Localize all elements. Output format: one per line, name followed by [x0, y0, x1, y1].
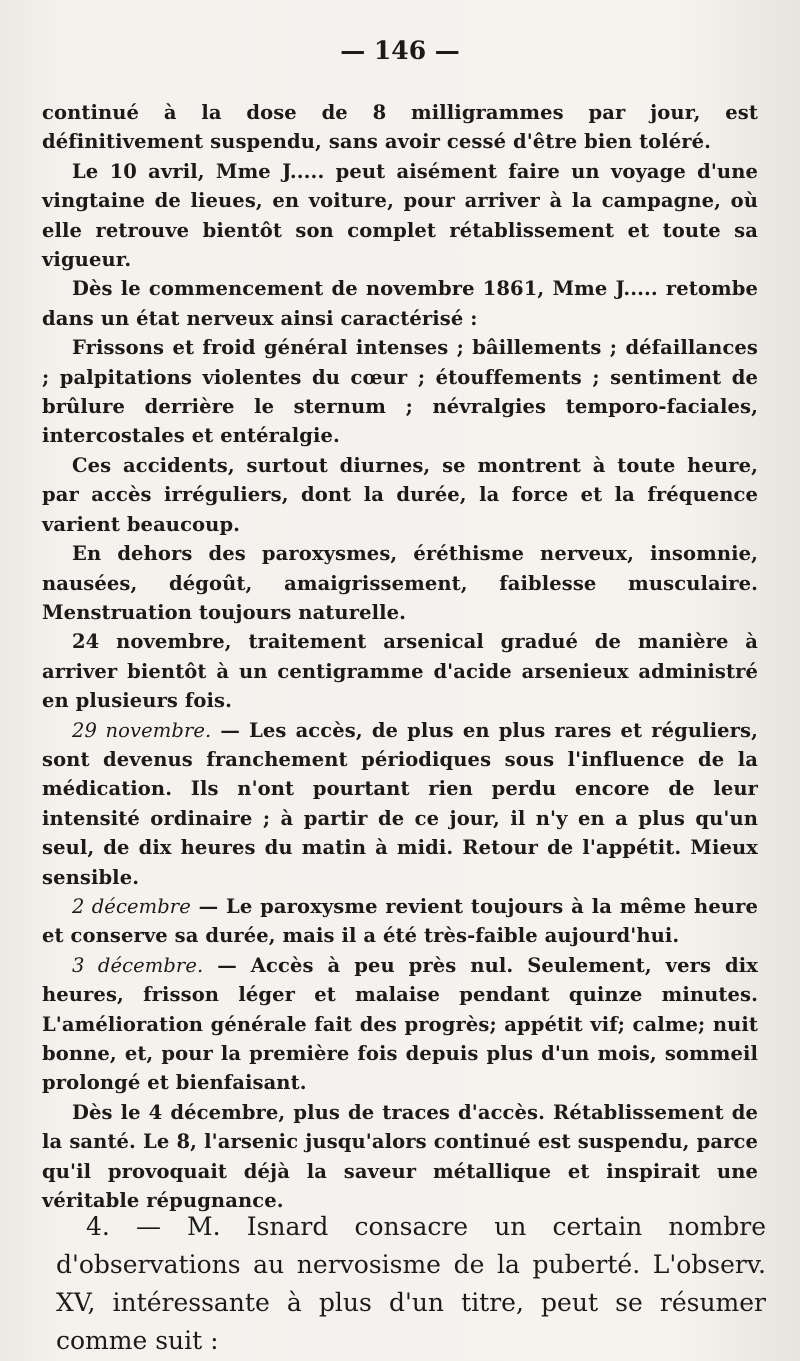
- dated-paragraph: [42, 716, 758, 892]
- paragraph: 24 novembre, traitement arsenical gradué de manière à arriver bientôt à un centigramme d'acide arsenieux administré en plusieurs fois.: [42, 630, 758, 713]
- body-text: [42, 98, 758, 1215]
- entry-text: — Les accès, de plus en plus rares et réguliers, sont devenus franchement périodiques sous l'influence de la médication. Ils n'ont pourtant rien perdu encore de leur intensité ordinaire ; à partir de ce jour, il n'y en a plus qu'un seul, de dix heures du matin à midi. Retour de l'appétit. Mieux sensible.: [42, 718, 758, 889]
- paragraph: Dès le commencement de novembre 1861, Mme J..... retombe dans un état nerveux ainsi caractérisé :: [42, 277, 758, 330]
- dated-paragraph: [42, 892, 758, 951]
- entry-text: — Le paroxysme revient toujours à la même heure et conserve sa durée, mais il a été très-faible aujourd'hui.: [42, 894, 758, 948]
- entry-date: 3 décembre.: [72, 953, 204, 977]
- entry-text: — Accès à peu près nul. Seulement, vers dix heures, frisson léger et malaise pendant quinze minutes. L'amélioration générale fait des progrès; appétit vif; calme; nuit bonne, et, pour la première fois depuis plus d'un mois, sommeil prolongé et bienfaisant.: [42, 953, 758, 1095]
- paragraph-continuation: continué à la dose de 8 milligrammes par jour, est définitivement suspendu, sans avoir cessé d'être bien toléré.: [42, 101, 758, 154]
- entry-date: 2 décembre: [72, 894, 191, 918]
- dated-paragraph: [42, 951, 758, 1098]
- paragraph: Le 10 avril, Mme J..... peut aisément faire un voyage d'une vingtaine de lieues, en voiture, pour arriver à la campagne, où elle retrouve bientôt son complet rétablissement et toute sa vigueur.: [42, 159, 758, 272]
- paragraph: Dès le 4 décembre, plus de traces d'accès. Rétablissement de la santé. Le 8, l'arsenic jusqu'alors continué est suspendu, parce qu'il provoquait déjà la saveur métallique et inspirait une véritable répugnance.: [42, 1100, 758, 1213]
- entry-date: 29 novembre.: [72, 718, 212, 742]
- paragraph: Frissons et froid général intenses ; bâillements ; défaillances ; palpitations violentes du cœur ; étouffements ; sentiment de brûlure derrière le sternum ; névralgies temporo-faciales, intercostales et entéralgie.: [42, 336, 758, 448]
- paragraph: En dehors des paroxysmes, éréthisme nerveux, insomnie, nausées, dégoût, amaigrissement, faiblesse musculaire. Menstruation toujours naturelle.: [42, 542, 758, 624]
- section-paragraph: 4. — M. Isnard consacre un certain nombre d'observations au nervosisme de la puberté. L'observ. XV, intéressante à plus d'un titre, peut se résumer comme suit :: [56, 1212, 766, 1355]
- section-summary: [56, 1208, 766, 1360]
- paragraph: Ces accidents, surtout diurnes, se montrent à toute heure, par accès irréguliers, dont la durée, la force et la fréquence varient beaucoup.: [42, 453, 758, 536]
- page-number: — 146 —: [340, 36, 460, 65]
